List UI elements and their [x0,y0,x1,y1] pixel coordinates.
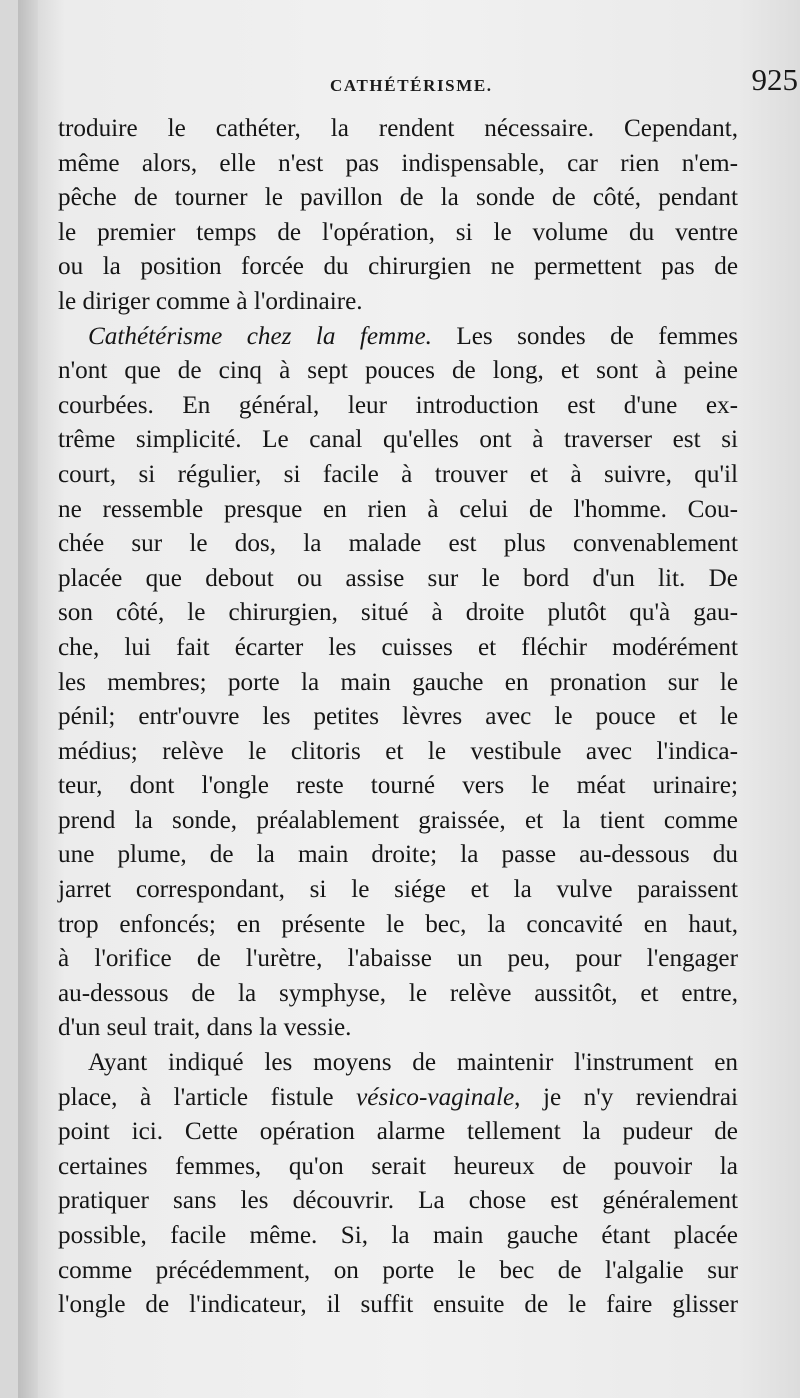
italic-term: vésico-vaginale [356,1083,515,1111]
text-run: le diriger comme à l'ordinaire. [58,287,363,315]
text-line [58,493,738,528]
text-run: che, lui fait écarter les cuisses et fléchir modérément [58,633,738,661]
text-run: trop enfoncés; en présente le bec, la concavité en haut, [58,910,738,938]
page-gutter [18,0,38,1398]
text-line [58,562,738,597]
text-run: teur, dont l'ongle reste tourné vers le méat urinaire; [58,772,738,800]
text-line [58,804,738,839]
text-line [58,769,738,804]
text-run: ne ressemble presque en rien à celui de l'homme. Cou- [58,495,738,523]
text-line [58,908,738,943]
text-line [58,1081,738,1116]
text-line [58,147,738,182]
text-run: à l'orifice de l'urètre, l'abaisse un peu, pour l'engager [58,945,738,973]
text-line [58,631,738,666]
text-run: prend la sonde, préalablement graissée, et la tient comme [58,806,738,834]
text-run: le premier temps de l'opération, si le volume du ventre [58,218,738,246]
text-run: pêche de tourner le pavillon de la sonde de côté, pendant [58,184,738,212]
text-line [58,1115,738,1150]
text-line [58,354,738,389]
text-line [58,735,738,770]
text-run: place, à l'article fistule [58,1083,357,1111]
text-line [58,1011,738,1046]
page-number: 925 [751,62,798,97]
text-line [58,458,738,493]
text-line [58,700,738,735]
text-run: placée que debout ou assise sur le bord d'un lit. De [58,564,738,592]
text-run: , je n'y reviendrai [514,1083,738,1111]
text-line [58,423,738,458]
text-line [58,527,738,562]
page-header [58,58,798,118]
text-run: certaines femmes, qu'on serait heureux de pouvoir la [58,1152,738,1180]
text-run: même alors, elle n'est pas indispensable, car rien n'em- [58,149,738,177]
text-line [58,1219,738,1254]
text-line [58,112,738,147]
text-run: jarret correspondant, si le siége et la vulve paraissent [58,876,738,904]
text-run: possible, facile même. Si, la main gauche étant placée [58,1222,738,1249]
text-line [58,1288,738,1323]
text-run: courbées. En général, leur introduction est d'une ex- [58,391,738,419]
body-text [58,112,738,1323]
text-line [58,596,738,631]
text-run: l'ongle de l'indicateur, il suffit ensuite de le faire glisser [58,1291,738,1319]
text-line [58,1150,738,1185]
text-run: troduire le cathéter, la rendent nécessaire. Cependant, [58,115,738,142]
text-run: au-dessous de la symphyse, le relève aussitôt, et entre, [58,979,738,1007]
text-line [58,216,738,251]
text-line [58,838,738,873]
text-line [58,666,738,701]
text-line [58,250,738,285]
text-run: court, si régulier, si facile à trouver et à suivre, qu'il [58,460,738,488]
running-head: CATHÉTÉRISME. [330,76,493,95]
text-run: son côté, le chirurgien, situé à droite plutôt qu'à gau- [58,599,738,627]
text-line [58,977,738,1012]
text-run: ou la position forcée du chirurgien ne permettent pas de [58,253,738,281]
text-line [58,285,738,320]
text-line [58,873,738,908]
text-line [58,942,738,977]
text-run: trême simplicité. Le canal qu'elles ont à traverser est si [58,426,738,454]
paragraph [58,112,738,320]
text-run: pratiquer sans les découvrir. La chose est généralement [58,1187,738,1215]
text-line [58,1184,738,1219]
text-run: point ici. Cette opération alarme tellement la pudeur de [58,1118,738,1146]
text-run: médius; relève le clitoris et le vestibule avec l'indica- [58,737,738,765]
text-run: Les sondes de femmes [431,322,738,350]
paragraph [58,1046,738,1323]
text-run: Ayant indiqué les moyens de maintenir l'instrument en [88,1049,738,1077]
text-line [58,1254,738,1289]
text-line [58,320,738,355]
text-run: pénil; entr'ouvre les petites lèvres avec le pouce et le [58,703,738,731]
text-run: une plume, de la main droite; la passe au-dessous du [58,841,738,869]
text-line [58,389,738,424]
text-run: les membres; porte la main gauche en pronation sur le [58,668,738,696]
section-heading-italic: Cathétérisme chez la femme. [88,322,432,350]
text-run: d'un seul trait, dans la vessie. [58,1014,352,1042]
text-run: comme précédemment, on porte le bec de l'algalie sur [58,1256,738,1284]
paragraph [58,320,738,1046]
text-line [58,181,738,216]
text-line [58,1046,738,1081]
text-run: n'ont que de cinq à sept pouces de long, et sont à peine [58,357,738,385]
text-run: chée sur le dos, la malade est plus convenablement [58,530,738,558]
